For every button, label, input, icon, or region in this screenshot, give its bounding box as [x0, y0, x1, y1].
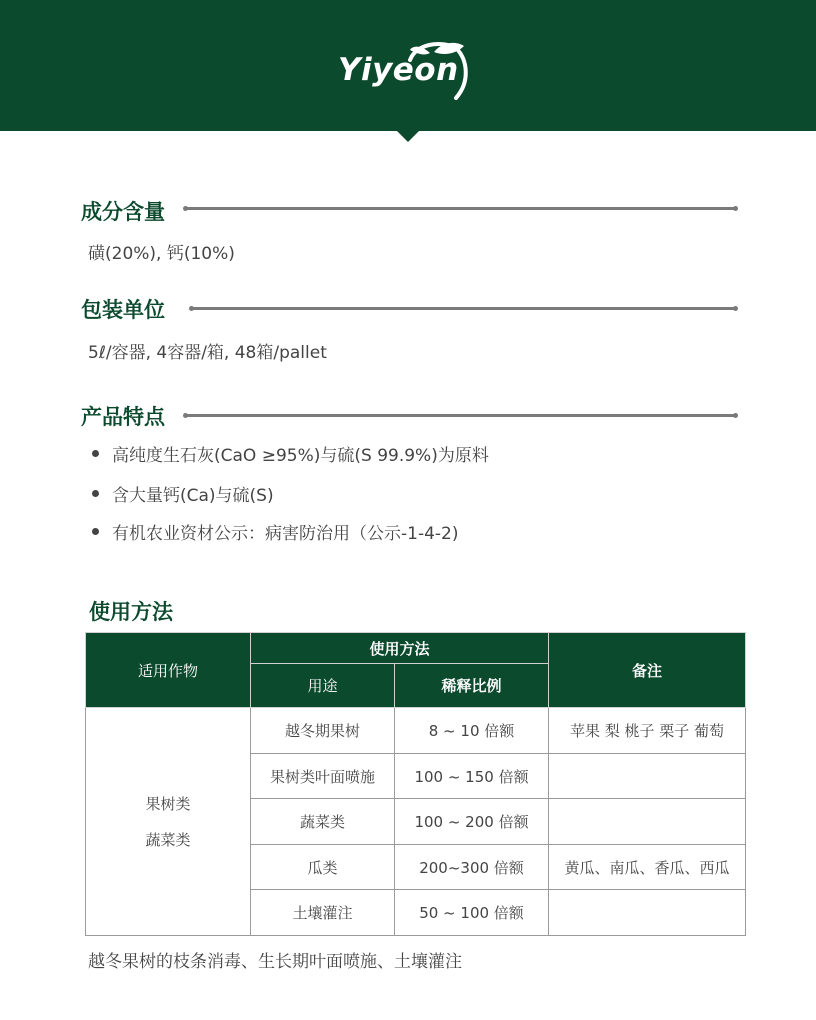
- purpose-cell: 越冬期果树: [251, 708, 395, 754]
- note-cell: [549, 890, 746, 936]
- bullet-icon: [92, 490, 99, 497]
- composition-text: 磺(20%), 钙(10%): [88, 244, 235, 264]
- ratio-cell: 100 ~ 200 倍额: [395, 799, 549, 845]
- note-cell: 黄瓜、南瓜、香瓜、西瓜: [549, 845, 746, 890]
- ratio-cell: 8 ~ 10 倍额: [395, 708, 549, 754]
- feature-text: 含大量钙(Ca)与硫(S): [112, 486, 274, 506]
- header-notch: [396, 130, 420, 142]
- packaging-text: 5ℓ/容器, 4容器/箱, 48箱/pallet: [88, 343, 327, 363]
- section-divider: [192, 307, 735, 310]
- crop-line: 果树类: [145, 794, 191, 813]
- ratio-header: 稀释比例: [395, 664, 549, 708]
- note-cell: [549, 799, 746, 845]
- ratio-cell: 50 ~ 100 倍额: [395, 890, 549, 936]
- section-divider: [186, 414, 735, 417]
- crop-line: 蔬菜类: [145, 830, 191, 849]
- note-cell: 苹果 梨 桃子 栗子 葡萄: [549, 708, 746, 754]
- feature-item: [92, 519, 458, 544]
- ratio-cell: 100 ~ 150 倍额: [395, 754, 549, 799]
- brand-logo: [332, 38, 482, 108]
- feature-item: [92, 481, 274, 506]
- packaging-title: 包装单位: [81, 298, 165, 322]
- purpose-cell: 果树类叶面喷施: [251, 754, 395, 799]
- crop-header: 适用作物: [86, 633, 251, 708]
- feature-text: 有机农业资材公示：病害防治用（公示-1-4-2): [112, 524, 459, 544]
- purpose-cell: 瓜类: [251, 845, 395, 890]
- purpose-cell: 土壤灌注: [251, 890, 395, 936]
- logo-text: Yiyeon: [338, 52, 459, 88]
- crop-cell: [86, 708, 251, 936]
- note-cell: [549, 754, 746, 799]
- features-title: 产品特点: [81, 405, 165, 429]
- method-header: 使用方法: [251, 633, 549, 664]
- note-header: 备注: [549, 633, 746, 708]
- composition-title: 成分含量: [81, 200, 165, 224]
- feature-text: 高纯度生石灰(CaO ≥95%)与硫(S 99.9%)为原料: [112, 446, 489, 466]
- ratio-cell: 200~300 倍额: [395, 845, 549, 890]
- feature-item: [92, 441, 489, 466]
- usage-title: 使用方法: [89, 600, 173, 624]
- bullet-icon: [92, 528, 99, 535]
- bullet-icon: [92, 450, 99, 457]
- table-header-row: [86, 633, 746, 664]
- section-divider: [186, 207, 735, 210]
- table-row: [86, 708, 746, 754]
- usage-table: [85, 632, 746, 936]
- purpose-header: 用途: [251, 664, 395, 708]
- purpose-cell: 蔬菜类: [251, 799, 395, 845]
- usage-footnote: 越冬果树的枝条消毒、生长期叶面喷施、土壤灌注: [88, 952, 462, 972]
